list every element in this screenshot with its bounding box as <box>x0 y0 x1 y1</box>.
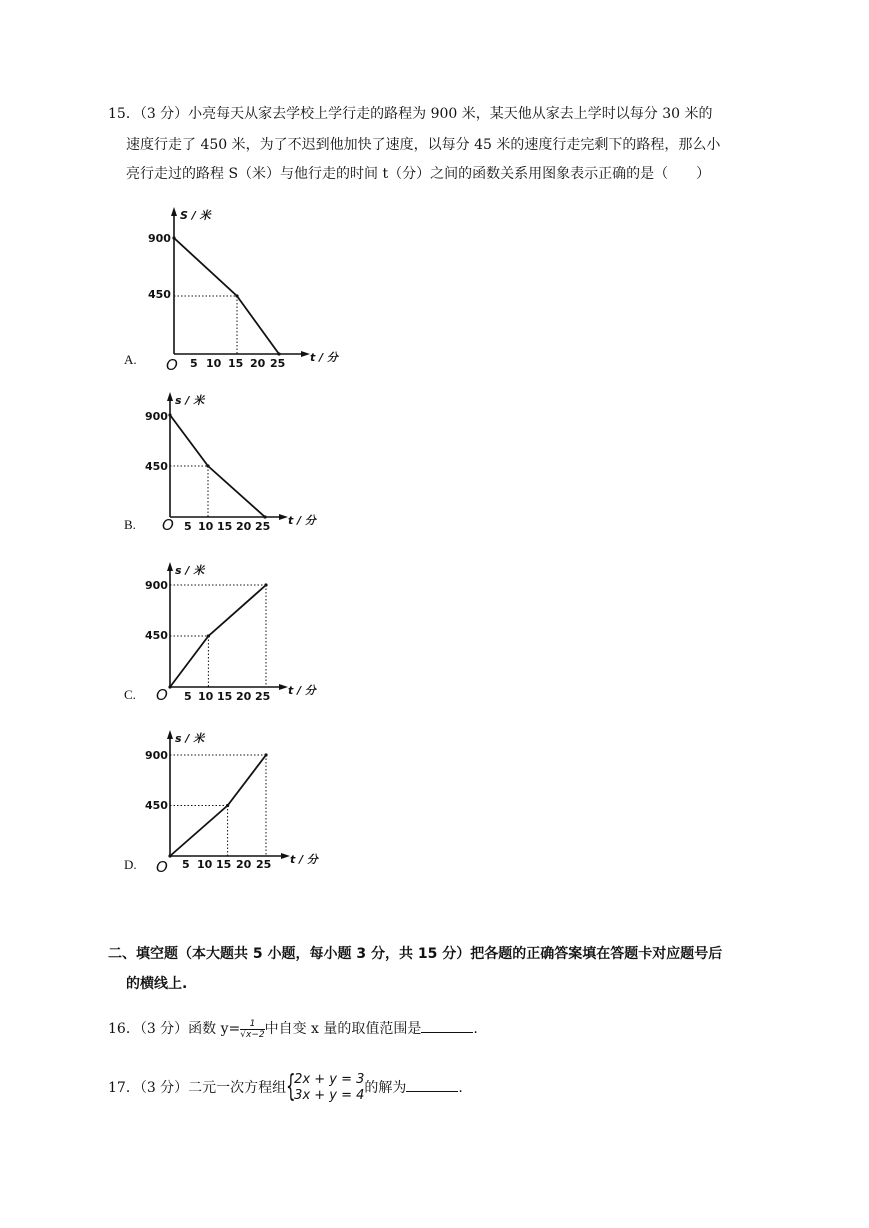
graph-a-point-2 <box>277 352 280 355</box>
graph-d-y-arrow <box>167 730 173 739</box>
graph-d-point-0 <box>168 854 171 857</box>
q16-fraction <box>240 1019 264 1040</box>
graph-a-segment-1 <box>174 238 237 296</box>
graph-c-y-arrow <box>167 562 173 571</box>
graph-c-ytick-900: 900 <box>145 579 168 592</box>
graph-d-xtick-15: 15 <box>216 858 232 871</box>
graph-d-ytick-450: 450 <box>145 799 168 812</box>
graph-c-xtick-5: 5 <box>184 690 192 703</box>
graph-a-xtick-5: 5 <box>190 357 198 370</box>
graph-b-segment-2 <box>208 466 265 517</box>
graph-c-x-arrow <box>279 684 288 690</box>
graph-d-segment-1 <box>170 806 228 857</box>
graph-option-b <box>145 390 335 535</box>
graph-b-xtick-5: 5 <box>184 520 192 533</box>
graph-b-point-1 <box>206 464 209 467</box>
graph-d-x-arrow <box>281 853 290 859</box>
q16-end: . <box>473 1021 478 1037</box>
graph-a-xtick-15: 15 <box>228 357 244 370</box>
q16-frac-denominator: √x−2 <box>240 1029 265 1040</box>
graph-d-xtick-20: 20 <box>236 858 252 871</box>
graph-d-ytick-900: 900 <box>145 749 168 762</box>
option-b-label[interactable]: B. <box>124 517 136 532</box>
graph-a-segment-2 <box>237 296 279 354</box>
graph-b-point-0 <box>168 413 171 416</box>
q17-equation-2: 3x + y = 4 <box>294 1088 365 1103</box>
graph-b-x-arrow <box>279 514 288 520</box>
graph-c-point-0 <box>168 685 171 688</box>
q16-frac-numerator: 1 <box>240 1019 264 1030</box>
graph-c-xtick-25: 25 <box>255 690 271 703</box>
section-2-heading-line-2: 的横线上. <box>126 976 188 992</box>
q17-suffix: 的解为 <box>364 1080 407 1096</box>
graph-b-frame <box>145 392 318 534</box>
graph-b-ytick-900: 900 <box>145 410 168 423</box>
graph-c-xtick-15: 15 <box>217 690 233 703</box>
graph-c-ytick-450: 450 <box>145 629 168 642</box>
graph-a-xlabel: t / 分 <box>310 351 338 364</box>
graph-d-ylabel: s / 米 <box>175 732 205 745</box>
graph-b-xtick-20: 20 <box>236 520 252 533</box>
q17-brace: { <box>286 1069 296 1104</box>
graph-a-ytick-450: 450 <box>148 288 171 301</box>
graph-b-y-arrow <box>167 392 173 401</box>
option-c-label[interactable]: C. <box>124 687 136 702</box>
graph-a-xtick-25: 25 <box>270 357 286 370</box>
graph-a-point-0 <box>172 236 175 239</box>
graph-option-a <box>150 205 340 375</box>
graph-a-frame <box>148 207 340 374</box>
q16-prefix: 16．（3 分）函数 y= <box>108 1021 241 1037</box>
graph-d-xtick-10: 10 <box>197 858 213 871</box>
graph-d-origin: O <box>156 858 168 876</box>
graph-option-d <box>145 728 335 878</box>
q17-answer-blank[interactable] <box>406 1077 458 1092</box>
graph-b-ytick-450: 450 <box>145 460 168 473</box>
graph-b-segment-1 <box>170 415 208 466</box>
q17-equation-system <box>286 1069 365 1104</box>
graph-b-origin: O <box>162 516 174 534</box>
graph-a-ytick-900: 900 <box>148 232 171 245</box>
q16-suffix: 中自变 x 量的取值范围是 <box>264 1021 422 1037</box>
graph-a-xtick-10: 10 <box>206 357 222 370</box>
q17-prefix: 17．（3 分）二元一次方程组 <box>108 1080 287 1096</box>
graph-a-x-arrow <box>301 351 310 357</box>
graph-a-point-1 <box>235 294 238 297</box>
q15-line-1: 15．（3 分）小亮每天从家去学校上学行走的路程为 900 米，某天他从家去上学时以每分 30 米的 <box>108 106 713 122</box>
section-2-heading-line-1: 二、填空题（本大题共 5 小题，每小题 3 分，共 15 分）把各题的正确答案填在答题卡对应题号后 <box>108 946 723 962</box>
q17-equation-1: 2x + y = 3 <box>294 1072 365 1087</box>
graph-option-c <box>145 560 335 705</box>
graph-d-point-1 <box>226 804 229 807</box>
graph-b-xlabel: t / 分 <box>288 514 316 527</box>
graph-b-ylabel: s / 米 <box>175 394 205 407</box>
q15-line-3: 亮行走过的路程 S（米）与他行走的时间 t（分）之间的函数关系用图象表示正确的是（ ） <box>126 166 711 182</box>
graph-b-xtick-15: 15 <box>217 520 233 533</box>
graph-a-ylabel: S / 米 <box>180 209 211 222</box>
graph-c-xtick-10: 10 <box>198 690 214 703</box>
graph-c-segment-2 <box>208 585 266 636</box>
q15-line-2: 速度行走了 450 米，为了不迟到他加快了速度，以每分 45 米的速度行走完剩下的路程，那么小 <box>126 137 721 153</box>
graph-c-point-2 <box>264 583 267 586</box>
q16-answer-blank[interactable] <box>421 1018 473 1033</box>
graph-b-xtick-25: 25 <box>255 520 271 533</box>
q17-line <box>108 1069 463 1104</box>
option-d-label[interactable]: D. <box>124 857 137 872</box>
graph-a-origin: O <box>166 356 178 374</box>
q17-end: . <box>458 1080 463 1096</box>
graph-b-point-2 <box>263 515 266 518</box>
graph-c-ylabel: s / 米 <box>175 564 205 577</box>
graph-c-origin: O <box>156 686 168 704</box>
q16-line <box>108 1018 478 1040</box>
graph-c-point-1 <box>207 634 210 637</box>
graph-d-point-2 <box>264 753 267 756</box>
graph-c-xlabel: t / 分 <box>288 684 316 697</box>
graph-d-xtick-25: 25 <box>256 858 272 871</box>
graph-c-segment-1 <box>170 636 208 687</box>
option-a-label[interactable]: A. <box>124 352 137 367</box>
graph-c-frame <box>145 562 318 704</box>
graph-c-xtick-20: 20 <box>236 690 252 703</box>
graph-d-xtick-5: 5 <box>182 858 190 871</box>
graph-a-xtick-20: 20 <box>250 357 266 370</box>
graph-b-xtick-10: 10 <box>198 520 214 533</box>
graph-d-xlabel: t / 分 <box>290 853 318 866</box>
graph-d-segment-2 <box>228 755 266 806</box>
graph-a-y-arrow <box>171 207 177 216</box>
